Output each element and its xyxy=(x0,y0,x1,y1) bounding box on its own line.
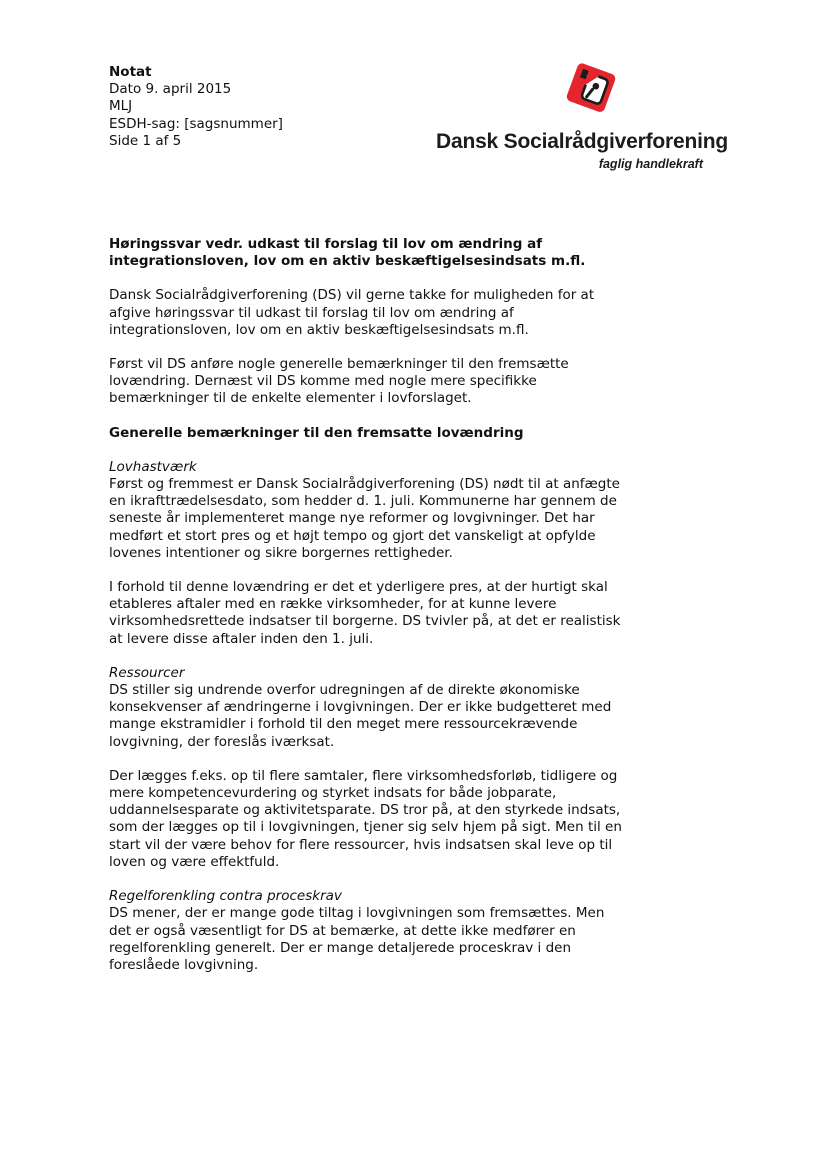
page-number: Side 1 af 5 xyxy=(109,132,182,149)
document-metadata xyxy=(109,64,283,150)
document-title: Høringssvar vedr. udkast til forslag til lov om ændring af integrationsloven, lov om en aktiv beskæftigelsesindsats m.fl. xyxy=(109,236,586,270)
ressourcer-paragraph-2: Der lægges f.eks. op til flere samtaler, flere virksomhedsforløb, tidligere og mere kompetencevurdering og styrket indsats for både jobparate, uddannelsesparate og aktivitetsparate. DS tror på, at den styrkede indsats, som der lægges op til i lovgivningen, tjener sig selv hjem på sigt. Men til en start vil der være behov for flere ressourcer, hvis indsatsen skal leve op til loven og være effektfuld. xyxy=(109,767,622,870)
doc-type: Notat xyxy=(109,64,152,80)
doc-date: Dato 9. april 2015 xyxy=(109,81,232,98)
esdh-case: ESDH-sag: [sagsnummer] xyxy=(109,115,283,132)
ressourcer-paragraph-1: DS stiller sig undrende overfor udregningen af de direkte økonomiske konsekvenser af ændringerne i lovgivningen. Der er ikke budgetteret med mange ekstramidler i forhold til den meget mere ressourcekrævende lovgivning, der foreslås iværksat. xyxy=(109,682,612,750)
subheading-lovhastvaerk: Lovhastværk xyxy=(109,458,197,475)
document-body xyxy=(109,236,629,974)
doc-initials: MLJ xyxy=(109,98,133,115)
organization-tagline: faglig handlekraft xyxy=(598,157,703,171)
regelforenkling-paragraph-1: DS mener, der er mange gode tiltag i lovgivningen som fremsættes. Men det er også væsentligt for DS at bemærke, at dette ikke medfører en regelforenkling generelt. Der er mange detaljerede proceskrav i den foreslåede lovgivning. xyxy=(109,905,605,973)
intro-paragraph-1: Dansk Socialrådgiverforening (DS) vil gerne takke for muligheden for at afgive høringssvar til udkast til forslag til lov om ændring af integrationsloven, lov om en aktiv beskæftigelsesindsats m.fl. xyxy=(109,287,595,338)
subheading-regelforenkling: Regelforenkling contra proceskrav xyxy=(109,888,342,905)
lovhastvaerk-paragraph-1: Først og fremmest er Dansk Socialrådgiverforening (DS) nødt til at anfægte en ikrafttrædelsesdato, som hedder d. 1. juli. Kommunerne har gennem de seneste år implementeret mange nye reformer og lovgivninger. Det har medført et stort pres og et højt tempo og gjort det vanskeligt at opfylde lovenes intentioner og sikre borgernes rettigheder. xyxy=(109,476,620,561)
subheading-ressourcer: Ressourcer xyxy=(109,664,185,681)
intro-paragraph-2: Først vil DS anføre nogle generelle bemærkninger til den fremsætte lovændring. Dernæst vil DS komme med nogle mere specifikke bemærkninger til de enkelte elementer i lovforslaget. xyxy=(109,356,569,407)
ds-logo-icon xyxy=(563,60,621,116)
lovhastvaerk-paragraph-2: I forhold til denne lovændring er det et yderligere pres, at der hurtigt skal etableres aftaler med en række virksomheder, for at kunne levere virksomhedsrettede indsatser til borgerne. DS tvivler på, at det er realistisk at levere disse aftaler inden den 1. juli. xyxy=(109,579,621,647)
section-heading: Generelle bemærkninger til den fremsatte lovændring xyxy=(109,424,524,441)
organization-name: Dansk Socialrådgiverforening xyxy=(436,130,728,153)
